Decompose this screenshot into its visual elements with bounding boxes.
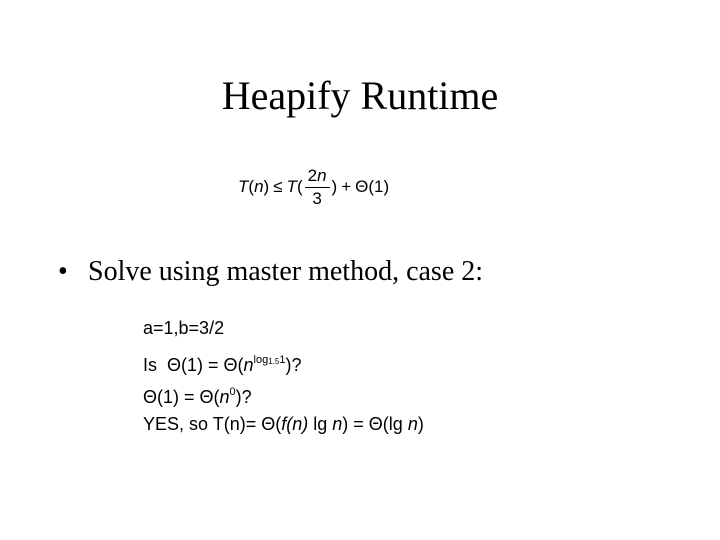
slide-title: Heapify Runtime (221, 73, 499, 118)
formula-lhs-close: ) (263, 177, 270, 196)
step-4-fn: f (281, 414, 287, 434)
formula-rhs-fn: T (286, 177, 297, 196)
step-4-var2: n (407, 414, 418, 434)
formula-theta-term: Θ(1) (355, 177, 390, 196)
fraction-numerator (305, 165, 330, 187)
step-3-exponent: 0 (229, 386, 236, 398)
step-4-arg: (n) (286, 414, 309, 434)
step-3-suffix: )? (235, 387, 252, 407)
formula-lhs-open: ( (248, 177, 255, 196)
bullet-item (58, 254, 483, 290)
formula-fraction (305, 165, 330, 210)
numerator-coeff: 2 (307, 165, 318, 185)
bullet-text: Solve using master method, case 2: (88, 256, 484, 287)
step-2-log-arg: 1 (279, 354, 286, 366)
step-4-prefix: YES, so T(n)= Θ( (143, 414, 282, 434)
fraction-denominator: 3 (312, 188, 322, 208)
master-method-steps (143, 312, 424, 440)
formula-rhs-open: ( (296, 177, 303, 196)
formula-plus: + (341, 177, 352, 196)
step-line-1 (143, 312, 424, 344)
step-2-exponent (254, 354, 286, 366)
step-4-lg: lg (313, 414, 328, 434)
step-4-eq: ) = Θ(lg (342, 414, 403, 434)
step-3-prefix: Θ(1) = Θ( (143, 387, 220, 407)
step-2-log-base: 1.5 (268, 357, 280, 366)
step-4-var: n (332, 414, 343, 434)
formula-lhs-fn: T (238, 177, 249, 196)
step-3-var: n (219, 387, 230, 407)
formula-lhs-var: n (254, 177, 264, 196)
formula-rhs-close: ) (331, 177, 338, 196)
step-2-suffix: )? (285, 355, 302, 375)
step-line-4 (143, 408, 424, 440)
recurrence-formula (238, 160, 389, 214)
step-2-var: n (243, 355, 254, 375)
numerator-var: n (317, 165, 327, 185)
step-line-2 (143, 344, 424, 376)
step-line-3 (143, 376, 424, 408)
step-1-text: a=1,b=3/2 (143, 318, 225, 338)
step-2-log: log (253, 354, 269, 366)
step-4-end: ) (417, 414, 424, 434)
bullet-marker: • (58, 256, 68, 287)
formula-relation: ≤ (273, 177, 283, 196)
step-2-prefix: Is Θ(1) = Θ( (143, 355, 244, 375)
